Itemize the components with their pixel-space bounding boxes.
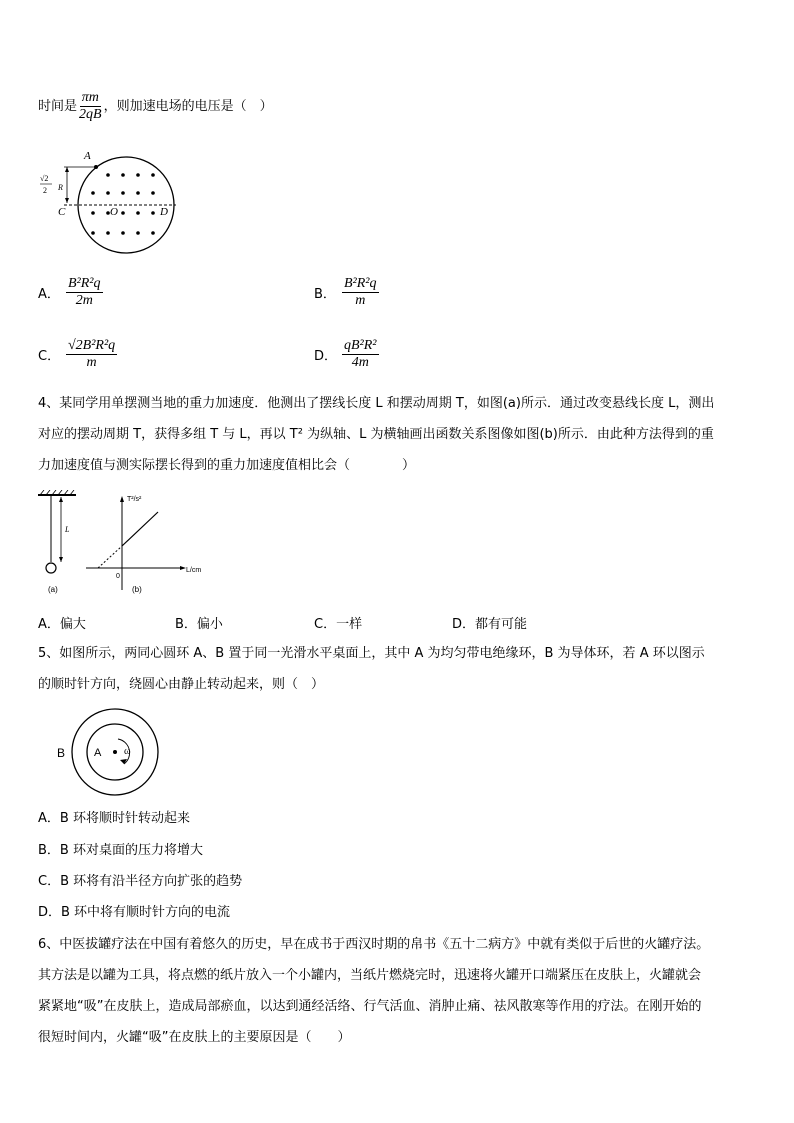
y-axis-label: T²/s² (127, 496, 142, 503)
fig-b-label: (b) (132, 585, 142, 594)
q3-option-a[interactable]: A． $\frac{\text{B²R²q}}{2m}$ (38, 276, 101, 308)
label-b: B (57, 746, 66, 760)
sqrt-den: 2 (43, 186, 47, 195)
clockwise-arrow-icon (120, 759, 127, 764)
y-axis-arrow-icon (120, 496, 124, 502)
label-a: A (84, 150, 91, 162)
q4-option-b[interactable]: B．偏小 (175, 617, 223, 632)
q3-frac-den: 2qB (79, 107, 102, 122)
origin-label: 0 (116, 573, 120, 580)
q3-option-c[interactable]: C． $\frac{\text{√2B²R²q}}{m}$ (38, 338, 116, 370)
q3-suffix: ，则加速电场的电压是（ ） (103, 98, 273, 114)
q4-text-line-2: 对应的摆动周期 T，获得多组 T 与 L，再以 T² 为纵轴、L 为横轴画出函数关系图像如图(b)所示．由此种方法得到的重 (38, 427, 714, 442)
q6-text-line-4: 很短时间内，火罐“吸”在皮肤上的主要原因是（ ） (38, 1030, 351, 1045)
field-dots (91, 173, 155, 235)
label-omega: ω (124, 746, 131, 757)
q3-option-d[interactable]: D． $\frac{\text{qB²R²}}{4m}$ (314, 338, 377, 370)
arrow-up-icon (65, 167, 69, 172)
arrow-down-icon (65, 198, 69, 203)
extrapolated-line (98, 546, 122, 568)
q6-text-line-3: 紧紧地“吸”在皮肤上，造成局部瘀血，以达到通经活络、行气活血、消肿止痛、祛风散寒等作用的疗法。在刚开始的 (38, 999, 702, 1014)
q4-text-line-3: 力加速度值与测实际摆长得到的重力加速度值相比会（ ） (38, 458, 416, 473)
label-c: C (58, 206, 66, 218)
q3-magnetic-field-figure (36, 145, 176, 255)
q3-time-fraction (79, 90, 102, 123)
arrow-up-icon (59, 497, 63, 502)
q5-text-line-2: 的顺时针方向，绕圆心由静止转动起来，则（ ） (38, 677, 325, 692)
q5-option-b[interactable]: B．B 环对桌面的压力将增大 (38, 843, 203, 858)
data-line (122, 512, 158, 546)
q4-pendulum-figures (36, 490, 216, 600)
label-a: A (94, 747, 102, 759)
arrow-down-icon (59, 557, 63, 562)
q4-text-line-1: 4、某同学用单摆测当地的重力加速度．他测出了摆线长度 L 和摆动周期 T，如图(a)所示．通过改变悬线长度 L，测出 (38, 396, 715, 411)
q5-option-a[interactable]: A．B 环将顺时针转动起来 (38, 811, 190, 826)
q4-option-a[interactable]: A．偏大 (38, 617, 86, 632)
pendulum-bob (46, 563, 56, 573)
q3-tail-line (38, 90, 273, 123)
label-d: D (160, 206, 168, 218)
label-r: R (58, 183, 63, 192)
q6-text-line-1: 6、中医拔罐疗法在中国有着悠久的历史，早在成书于西汉时期的帛书《五十二病方》中就有类似于后世的火罐疗法。 (38, 937, 710, 952)
q3-option-b[interactable]: B． $\frac{\text{B²R²q}}{m}$ (314, 276, 377, 308)
x-axis-label: L/cm (186, 567, 202, 574)
q4-option-c[interactable]: C．一样 (314, 617, 363, 632)
label-o: O (110, 206, 118, 218)
q5-option-d[interactable]: D．B 环中将有顺时针方向的电流 (38, 905, 231, 920)
q3-frac-num: πm (81, 90, 99, 105)
q6-text-line-2: 其方法是以罐为工具，将点燃的纸片放入一个小罐内，当纸片燃烧完时，迅速将火罐开口端紧压在皮肤上，火罐就会 (38, 968, 702, 983)
q4-option-d[interactable]: D．都有可能 (452, 617, 528, 632)
q5-rings-figure (50, 706, 170, 801)
length-label: L (65, 525, 70, 534)
fig-a-label: (a) (48, 585, 58, 594)
sqrt-num: √2 (40, 174, 49, 183)
q5-text-line-1: 5、如图所示，两同心圆环 A、B 置于同一光滑水平桌面上，其中 A 为均匀带电绝缘环，B 为导体环，若 A 环以图示 (38, 646, 705, 661)
q5-option-c[interactable]: C．B 环将有沿半径方向扩张的趋势 (38, 874, 243, 889)
point-a-dot (94, 165, 98, 169)
center-dot (113, 750, 117, 754)
q3-prefix: 时间是 (38, 98, 78, 114)
